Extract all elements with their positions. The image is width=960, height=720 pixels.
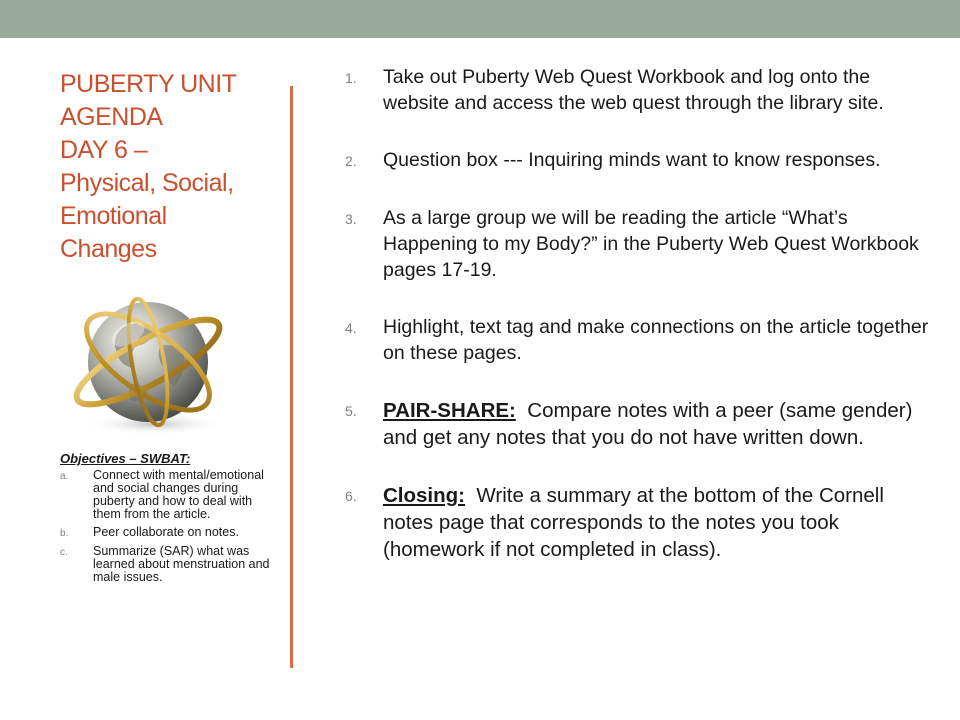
vertical-divider — [290, 86, 293, 668]
step-text: Take out Puberty Web Quest Workbook and log onto the website and access the web quest through the library site. — [383, 66, 884, 114]
objective-item — [60, 526, 270, 540]
agenda-step — [345, 147, 935, 174]
step-text: Compare notes with a peer (same gender) and get any notes that you do not have written down. — [383, 399, 919, 449]
step-text: Question box --- Inquiring minds want to know responses. — [383, 149, 881, 171]
step-text: Highlight, text tag and make connections on the article together on these pages. — [383, 316, 929, 364]
step-number: 6. — [345, 488, 357, 504]
objective-text: Summarize (SAR) what was learned about menstruation and male issues. — [93, 544, 270, 584]
step-text: As a large group we will be reading the article “What’s Happening to my Body?” in the Puberty Web Quest Workbook pages 17-19. — [383, 207, 919, 281]
title-line: DAY 6 – — [60, 136, 148, 164]
objective-text: Connect with mental/emotional and social changes during puberty and how to deal with them from the article. — [93, 468, 264, 521]
step-content — [383, 482, 935, 563]
title-line: AGENDA — [60, 103, 163, 131]
step-label: Closing: — [383, 484, 465, 507]
step-number: 5. — [345, 403, 357, 419]
objectives-panel — [60, 452, 270, 589]
agenda-step — [345, 64, 935, 116]
title-line: Changes — [60, 235, 157, 263]
step-label: PAIR-SHARE: — [383, 399, 516, 422]
step-content — [383, 397, 935, 451]
title-line: PUBERTY UNIT — [60, 70, 237, 98]
agenda-step — [345, 397, 935, 451]
step-number: 2. — [345, 153, 357, 169]
agenda-step — [345, 205, 935, 283]
objective-letter: b. — [60, 528, 69, 539]
objective-letter: a. — [60, 471, 69, 482]
objectives-heading: Objectives – SWBAT: — [60, 451, 191, 466]
step-number: 3. — [345, 211, 357, 227]
objective-letter: c. — [60, 547, 68, 558]
globe-image — [62, 288, 237, 438]
title-line: Physical, Social, — [60, 169, 234, 197]
top-banner-bar — [0, 0, 960, 38]
step-text: Write a summary at the bottom of the Cornell notes page that corresponds to the notes you took (homework if not completed in class). — [383, 484, 890, 561]
objective-text: Peer collaborate on notes. — [93, 525, 239, 539]
step-number: 4. — [345, 320, 357, 336]
agenda-steps-list — [345, 64, 935, 594]
objective-item — [60, 469, 270, 521]
agenda-step — [345, 314, 935, 366]
agenda-step — [345, 482, 935, 563]
slide-title — [60, 68, 285, 266]
title-line: Emotional — [60, 202, 167, 230]
objective-item — [60, 545, 270, 584]
step-number: 1. — [345, 70, 357, 86]
